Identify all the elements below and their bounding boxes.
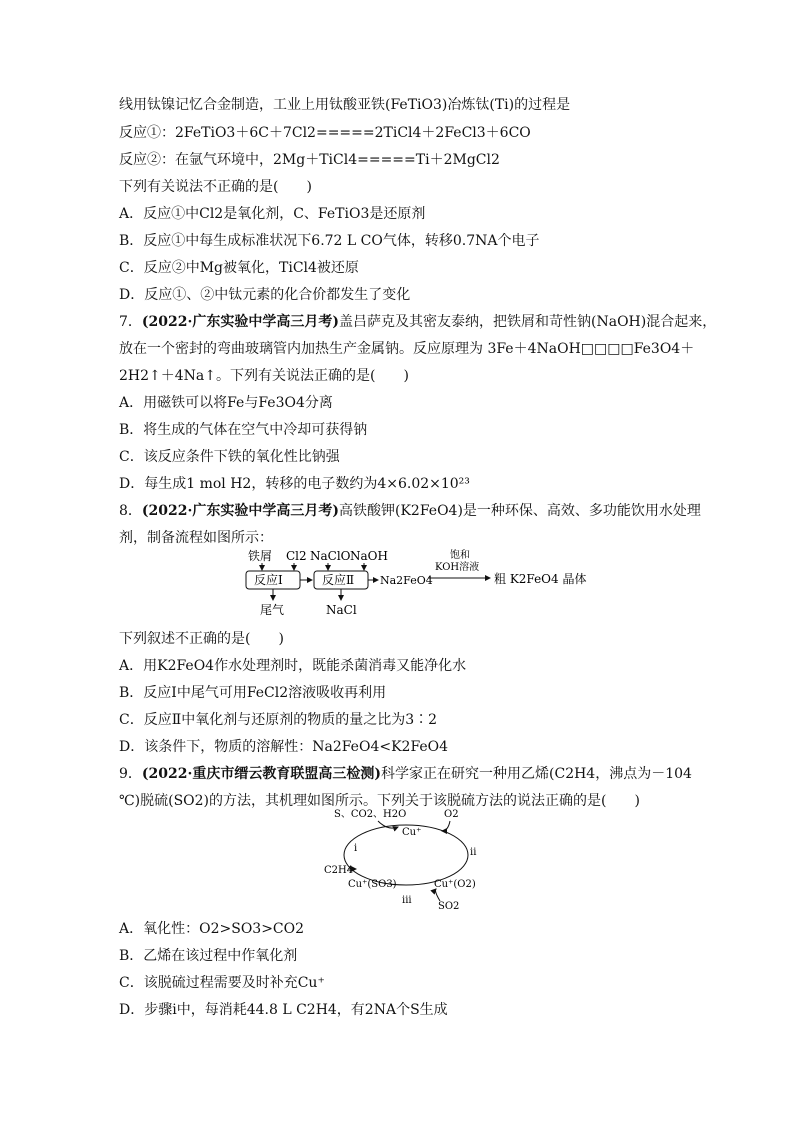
q7-line3: 2H2↑＋4Na↑。下列有关说法正确的是( ) xyxy=(119,368,409,384)
q8-option-c: C．反应Ⅱ中氧化剂与还原剂的物质的量之比为3∶2 xyxy=(119,712,438,728)
q9-step-i: i xyxy=(354,843,358,854)
q9-option-b: B．乙烯在该过程中作氧化剂 xyxy=(119,948,298,964)
q8-line1 xyxy=(119,502,701,520)
q8-product: Na2FeO4 xyxy=(380,574,433,587)
q7-option-a: A．用磁铁可以将Fe与Fe3O4分离 xyxy=(119,395,333,411)
q8-in-iron: 铁屑 xyxy=(248,549,273,563)
q9-line1 xyxy=(119,765,692,783)
q8-out-nacl: NaCl xyxy=(326,603,357,617)
q7-line2: 放在一个密封的弯曲玻璃管内加热生产金属钠。反应原理为 3Fe＋4NaOH□□□□Fe3O4＋ xyxy=(119,341,695,357)
q9-option-d: D．步骤ⅰ中，每消耗44.8 L C2H4，有2NA个S生成 xyxy=(119,1002,448,1018)
option-d: D．反应①、②中钛元素的化合价都发生了变化 xyxy=(119,287,411,303)
option-b: B．反应①中每生成标准状况下6.72 L CO气体，转移0.7NA个电子 xyxy=(119,233,540,249)
q9-cycle-diagram xyxy=(318,805,498,913)
q7-source: (2022·广东实验中学高三月考) xyxy=(141,314,340,330)
q9-line2: ℃)脱硫(SO2)的方法，其机理如图所示。下列关于该脱硫方法的说法正确的是( ) xyxy=(119,793,640,809)
question-stem: 下列有关说法不正确的是( ) xyxy=(119,179,312,195)
q8-source: (2022·广东实验中学高三月考) xyxy=(141,503,340,519)
q8-in-naoh: NaOH xyxy=(350,549,388,563)
q9-option-a: A．氧化性：O2>SO3>CO2 xyxy=(119,921,305,937)
q7-option-b: B．将生成的气体在空气中冷却可获得钠 xyxy=(119,422,368,438)
q7-number: 7． xyxy=(119,314,142,330)
reaction-1: 反应①：2FeTiO3＋6C＋7Cl2=====2TiCl4＋2FeCl3＋6CO xyxy=(119,125,531,141)
q8-stem: 下列叙述不正确的是( ) xyxy=(119,631,284,647)
q8-out-gas: 尾气 xyxy=(260,603,285,617)
q9-option-c: C．该脱硫过程需要及时补充Cu⁺ xyxy=(119,975,325,991)
q8-final: 粗 K2FeO4 晶体 xyxy=(494,572,587,586)
q8-box2-label: 反应Ⅱ xyxy=(322,573,355,587)
q9-top-left: S、CO2、H2O xyxy=(334,809,407,820)
q9-cu-o2: Cu⁺(O2) xyxy=(434,879,476,890)
q8-option-d: D．该条件下，物质的溶解性：Na2FeO4<K2FeO4 xyxy=(119,739,449,755)
q8-arrow-top1: 饱和 xyxy=(450,550,470,561)
q8-arrow-top2: KOH溶液 xyxy=(435,562,480,573)
q8-flow-diagram xyxy=(240,548,587,626)
q7-option-c: C．该反应条件下铁的氧化性比钠强 xyxy=(119,449,340,465)
q7-text1: 盖吕萨克及其密友泰纳，把铁屑和苛性钠(NaOH)混合起来， xyxy=(339,314,717,330)
intro-line1: 线用钛镍记忆合金制造，工业上用钛酸亚铁(FeTiO3)冶炼钛(Ti)的过程是 xyxy=(119,97,571,113)
q7-line1 xyxy=(119,313,716,331)
q8-line2: 剂，制备流程如图所示： xyxy=(119,530,273,546)
q9-step-ii: ii xyxy=(470,847,477,858)
q9-text1: 科学家正在研究一种用乙烯(C2H4，沸点为－104 xyxy=(381,766,692,782)
q8-text1: 高铁酸钾(K2FeO4)是一种环保、高效、多功能饮用水处理 xyxy=(339,503,701,519)
q8-box1-label: 反应Ⅰ xyxy=(254,573,283,587)
q9-cu-top: Cu⁺ xyxy=(402,827,422,838)
q7-option-d: D．每生成1 mol H2，转移的电子数约为4×6.02×10²³ xyxy=(119,476,470,492)
q8-option-a: A．用K2FeO4作水处理剂时，既能杀菌消毒又能净化水 xyxy=(119,658,467,674)
q8-number: 8． xyxy=(119,503,142,519)
reaction-2: 反应②：在氩气环境中，2Mg＋TiCl4=====Ti＋2MgCl2 xyxy=(119,152,500,168)
q9-number: 9． xyxy=(119,766,142,782)
option-c: C．反应②中Mg被氧化，TiCl4被还原 xyxy=(119,260,359,276)
q9-source: (2022·重庆市缙云教育联盟高三检测) xyxy=(141,766,382,782)
q8-in-cl2: Cl2 xyxy=(286,549,307,563)
q9-o2: O2 xyxy=(444,809,459,820)
q8-option-b: B．反应Ⅰ中尾气可用FeCl2溶液吸收再利用 xyxy=(119,685,387,701)
q9-step-iii: iii xyxy=(402,895,412,906)
q8-in-naclo: NaClO xyxy=(310,549,351,563)
q9-so2: SO2 xyxy=(438,901,460,912)
q9-cu-so3: Cu⁺(SO3) xyxy=(348,879,397,890)
option-a: A．反应①中Cl2是氧化剂，C、FeTiO3是还原剂 xyxy=(119,206,426,222)
q9-c2h4: C2H4 xyxy=(324,865,354,876)
